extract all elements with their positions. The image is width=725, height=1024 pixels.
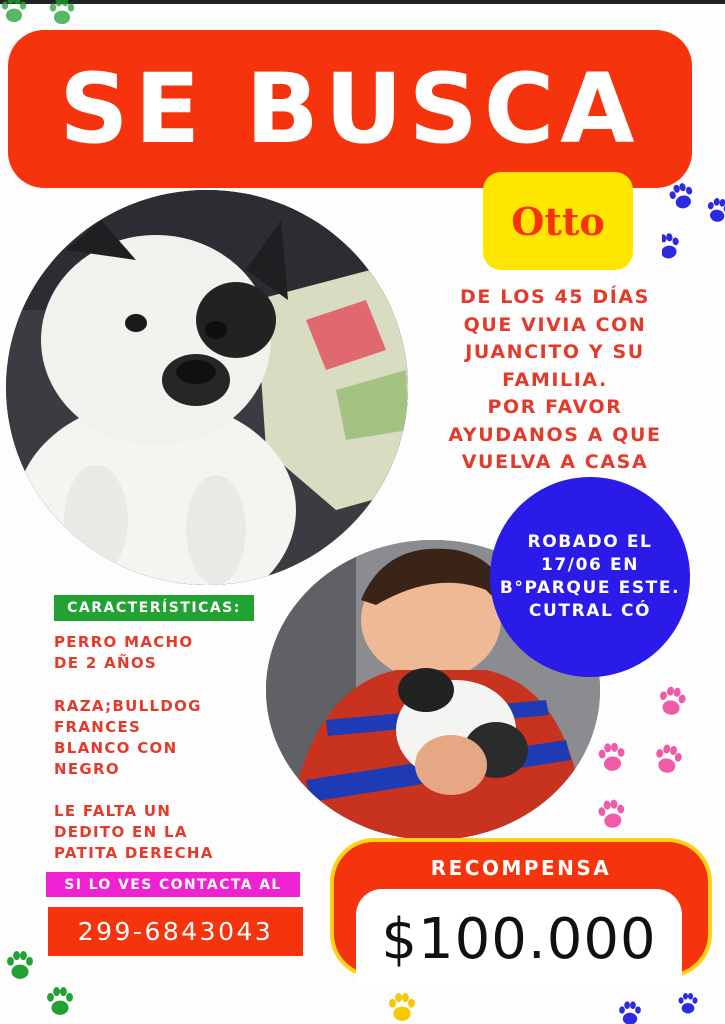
story-line: FAMILIA. bbox=[502, 368, 608, 391]
title-banner bbox=[8, 30, 692, 188]
phone-box[interactable] bbox=[48, 907, 303, 956]
reward-amount-box bbox=[356, 889, 682, 989]
story-line: JUANCITO Y SU bbox=[465, 341, 645, 363]
feature-line: PATITA DERECHA bbox=[54, 844, 214, 862]
feature-line: LE FALTA UN bbox=[54, 802, 172, 820]
feature-breed bbox=[54, 696, 274, 780]
story-line: AYUDANOS A QUE bbox=[448, 423, 662, 446]
story-line: QUE VIVIA CON bbox=[463, 313, 647, 336]
stolen-line: ROBADO EL bbox=[527, 532, 653, 552]
contact-label: SI LO VES CONTACTA AL bbox=[64, 876, 282, 893]
feature-line: PERRO MACHO bbox=[54, 633, 194, 651]
feature-missing-toe bbox=[54, 801, 274, 864]
story-line: POR FAVOR bbox=[487, 396, 623, 418]
dog-photo bbox=[6, 190, 408, 585]
paw-print-icon bbox=[590, 680, 700, 840]
stolen-line: B°PARQUE ESTE. bbox=[499, 578, 681, 598]
feature-line: NEGRO bbox=[54, 760, 120, 778]
paw-print-icon bbox=[662, 175, 725, 270]
feature-line: DE 2 AÑOS bbox=[54, 654, 157, 672]
story-line: VUELVA A CASA bbox=[461, 451, 649, 473]
stolen-line: CUTRAL CÓ bbox=[528, 601, 652, 621]
paw-print-icon bbox=[0, 0, 80, 30]
reward-label: RECOMPENSA bbox=[430, 856, 612, 880]
top-border bbox=[0, 0, 725, 4]
feature-line: FRANCES bbox=[54, 718, 142, 736]
feature-line: DEDITO EN LA bbox=[54, 823, 188, 841]
feature-line: BLANCO CON bbox=[54, 739, 178, 757]
reward-amount: $100.000 bbox=[381, 906, 657, 972]
stolen-info-circle bbox=[490, 477, 690, 677]
feature-line: RAZA;BULLDOG bbox=[54, 697, 202, 715]
feature-age bbox=[54, 632, 274, 674]
contact-tag bbox=[46, 872, 300, 897]
dog-name: Otto bbox=[511, 198, 605, 244]
story-line: DE LOS 45 DÍAS bbox=[460, 286, 650, 308]
story-text bbox=[432, 284, 678, 477]
characteristics-tag bbox=[54, 595, 254, 621]
characteristics-label: CARACTERÍSTICAS: bbox=[67, 600, 241, 616]
paw-print-icon bbox=[380, 984, 430, 1024]
dog-name-box bbox=[483, 172, 633, 270]
paw-print-icon bbox=[600, 990, 725, 1024]
poster-title: SE BUSCA bbox=[59, 53, 641, 165]
stolen-line: 17/06 EN bbox=[540, 555, 640, 575]
phone-number[interactable]: 299-6843043 bbox=[77, 917, 274, 946]
